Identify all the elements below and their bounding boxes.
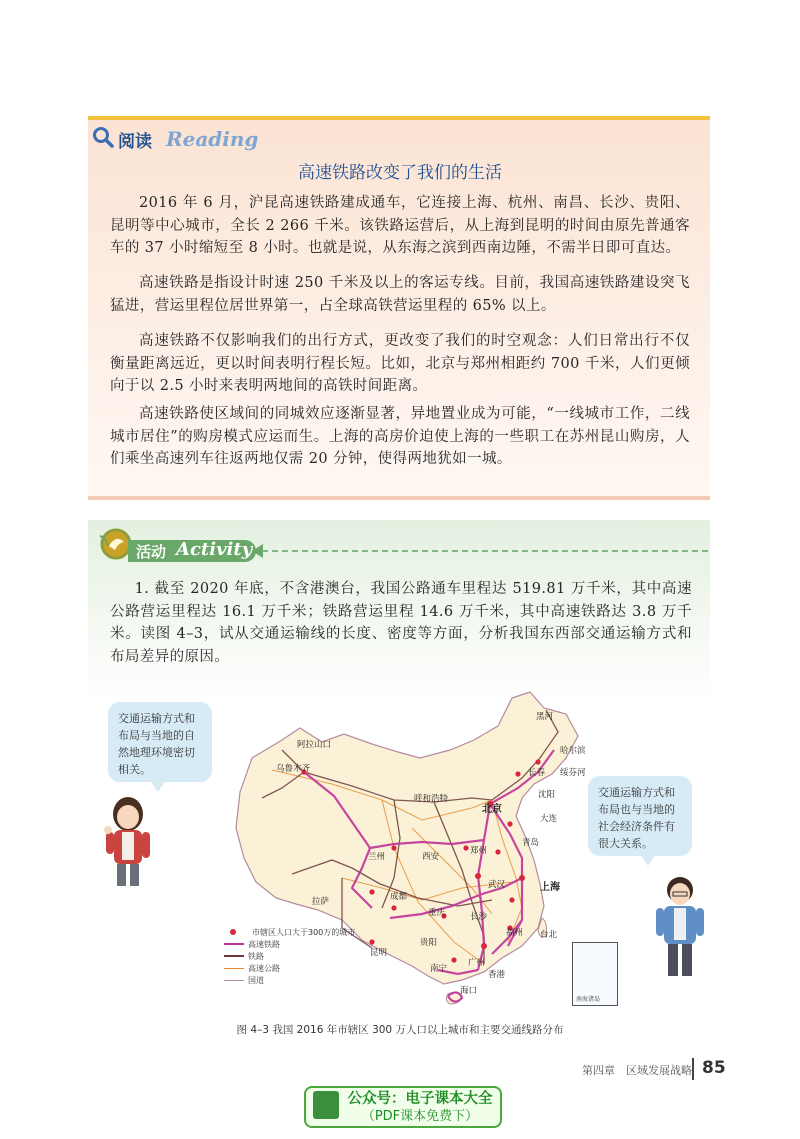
city-label: 长春 <box>528 768 546 778</box>
city-label: 北京 <box>482 804 502 815</box>
reading-paragraph-1: 2016 年 6 月，沪昆高速铁路建成通车，它连接上海、杭州、南昌、长沙、贵阳、昆明等中心城市，全长 2 266 千米。该铁路运营后，从上海到昆明的时间由原先普通客车的 37 小时缩短至 8 小时。也就是说，从东海之滨到西南边陲，不需半日即可直达。 <box>110 195 690 256</box>
city-label: 重庆 <box>428 908 446 918</box>
page-number: 85 <box>702 1058 726 1078</box>
activity-paragraph: 1. 截至 2020 年底，不含港澳台，我国公路通车里程达 519.81 万千米，其中高速公路营运里程达 16.1 万千米；铁路营运里程 14.6 万千米，其中高速铁路达 3.8 万千米。读图 4–3，试从交通运输线的长度、密度等方面，分析我国东西部交通运输方式和布局差异的原因。 <box>110 581 692 665</box>
legend-row <box>224 926 364 938</box>
banner-line-1: 公众号：电子课本大全 <box>347 1091 493 1107</box>
activity-divider <box>262 550 708 552</box>
city-label: 拉萨 <box>312 897 330 907</box>
city-dot-icon <box>230 929 236 935</box>
railway-swatch <box>224 955 244 957</box>
activity-badge-icon <box>98 526 132 560</box>
map-legend <box>224 926 364 986</box>
reading-label: 阅读 <box>118 132 152 152</box>
city-label: 青岛 <box>522 838 540 848</box>
legend-label: 国道 <box>248 975 264 985</box>
city-label: 绥芬河 <box>560 768 586 778</box>
city-label: 长沙 <box>470 912 488 922</box>
legend-label: 高速公路 <box>248 963 280 973</box>
book-icon <box>313 1091 339 1119</box>
city-label: 黑河 <box>536 712 554 722</box>
city-label: 武汉 <box>488 880 506 890</box>
speech-bubble-left: 交通运输方式和布局与当地的自然地理环境密切相关。 <box>108 702 212 782</box>
speech-bubble-tail <box>640 854 656 866</box>
student-girl-illustration <box>96 790 160 890</box>
city-label: 呼和浩特 <box>414 794 449 804</box>
high-speed-rail-swatch <box>224 943 244 945</box>
legend-row <box>224 974 364 986</box>
reading-word: Reading <box>166 127 259 151</box>
figure-caption: 图 4–3 我国 2016 年市辖区 300 万人口以上城市和主要交通线路分布 <box>236 1024 564 1036</box>
footer-separator <box>692 1058 694 1080</box>
reading-top-border <box>88 116 710 120</box>
city-label: 贵阳 <box>420 938 438 948</box>
city-label: 海口 <box>460 986 478 996</box>
city-label: 上海 <box>540 882 560 893</box>
speech-bubble-right: 交通运输方式和布局也与当地的社会经济条件有很大关系。 <box>588 776 692 856</box>
legend-row <box>224 962 364 974</box>
city-label: 广州 <box>468 958 486 968</box>
footer-chapter: 第四章 区域发展战略 <box>582 1064 692 1077</box>
city-label: 沈阳 <box>538 790 556 800</box>
city-label: 昆明 <box>370 948 388 958</box>
city-label: 兰州 <box>368 852 386 862</box>
city-label: 台北 <box>540 930 558 940</box>
reading-paragraph-3: 高速铁路不仅影响我们的出行方式，更改变了我们的时空观念：人们日常出行不仅衡量距离远近，更以时间表明行程长短。比如，北京与郑州相距约 700 千米，人们更倾向于以 2.5 小时来表明两地间的高铁时间距离。 <box>110 333 690 394</box>
banner-line-2: （PDF课本免费下） <box>361 1109 479 1124</box>
legend-label: 铁路 <box>248 951 264 961</box>
national-road-swatch <box>224 980 244 981</box>
city-label: 乌鲁木齐 <box>276 764 311 774</box>
inset-label: 南海诸岛 <box>576 996 601 1003</box>
student-boy-illustration <box>650 870 710 982</box>
legend-label: 市辖区人口大于300万的城市 <box>252 927 356 937</box>
magnifier-icon <box>92 126 114 148</box>
reading-title: 高速铁路改变了我们的生活 <box>298 163 502 183</box>
activity-label: 活动 <box>136 543 167 561</box>
legend-label: 高速铁路 <box>248 939 280 949</box>
reading-bottom-border <box>88 496 710 500</box>
city-label: 郑州 <box>470 846 488 856</box>
reading-paragraph-4: 高速铁路使区域间的同城效应逐渐显著，异地置业成为可能，“一线城市工作，二线城市居住”的购房模式应运而生。上海的高房价迫使上海的一些职工在苏州昆山购房，人们乘坐高速列车往返两地仅需 20 分钟，使得两地犹如一城。 <box>110 406 690 467</box>
city-label: 大连 <box>540 814 558 824</box>
city-label: 哈尔滨 <box>560 746 586 756</box>
city-label: 阿拉山口 <box>297 740 332 750</box>
city-label: 南宁 <box>430 964 448 974</box>
city-label: 福州 <box>506 928 524 938</box>
activity-word: Activity <box>176 539 253 560</box>
city-label: 香港 <box>488 970 506 980</box>
legend-row <box>224 950 364 962</box>
expressway-swatch <box>224 968 244 969</box>
legend-row <box>224 938 364 950</box>
city-label: 成都 <box>390 892 408 902</box>
reading-paragraph-2: 高速铁路是指设计时速 250 千米及以上的客运专线。目前，我国高速铁路建设突飞猛进，营运里程位居世界第一，占全球高铁营运里程的 65% 以上。 <box>110 275 690 314</box>
city-label: 西安 <box>422 852 440 862</box>
